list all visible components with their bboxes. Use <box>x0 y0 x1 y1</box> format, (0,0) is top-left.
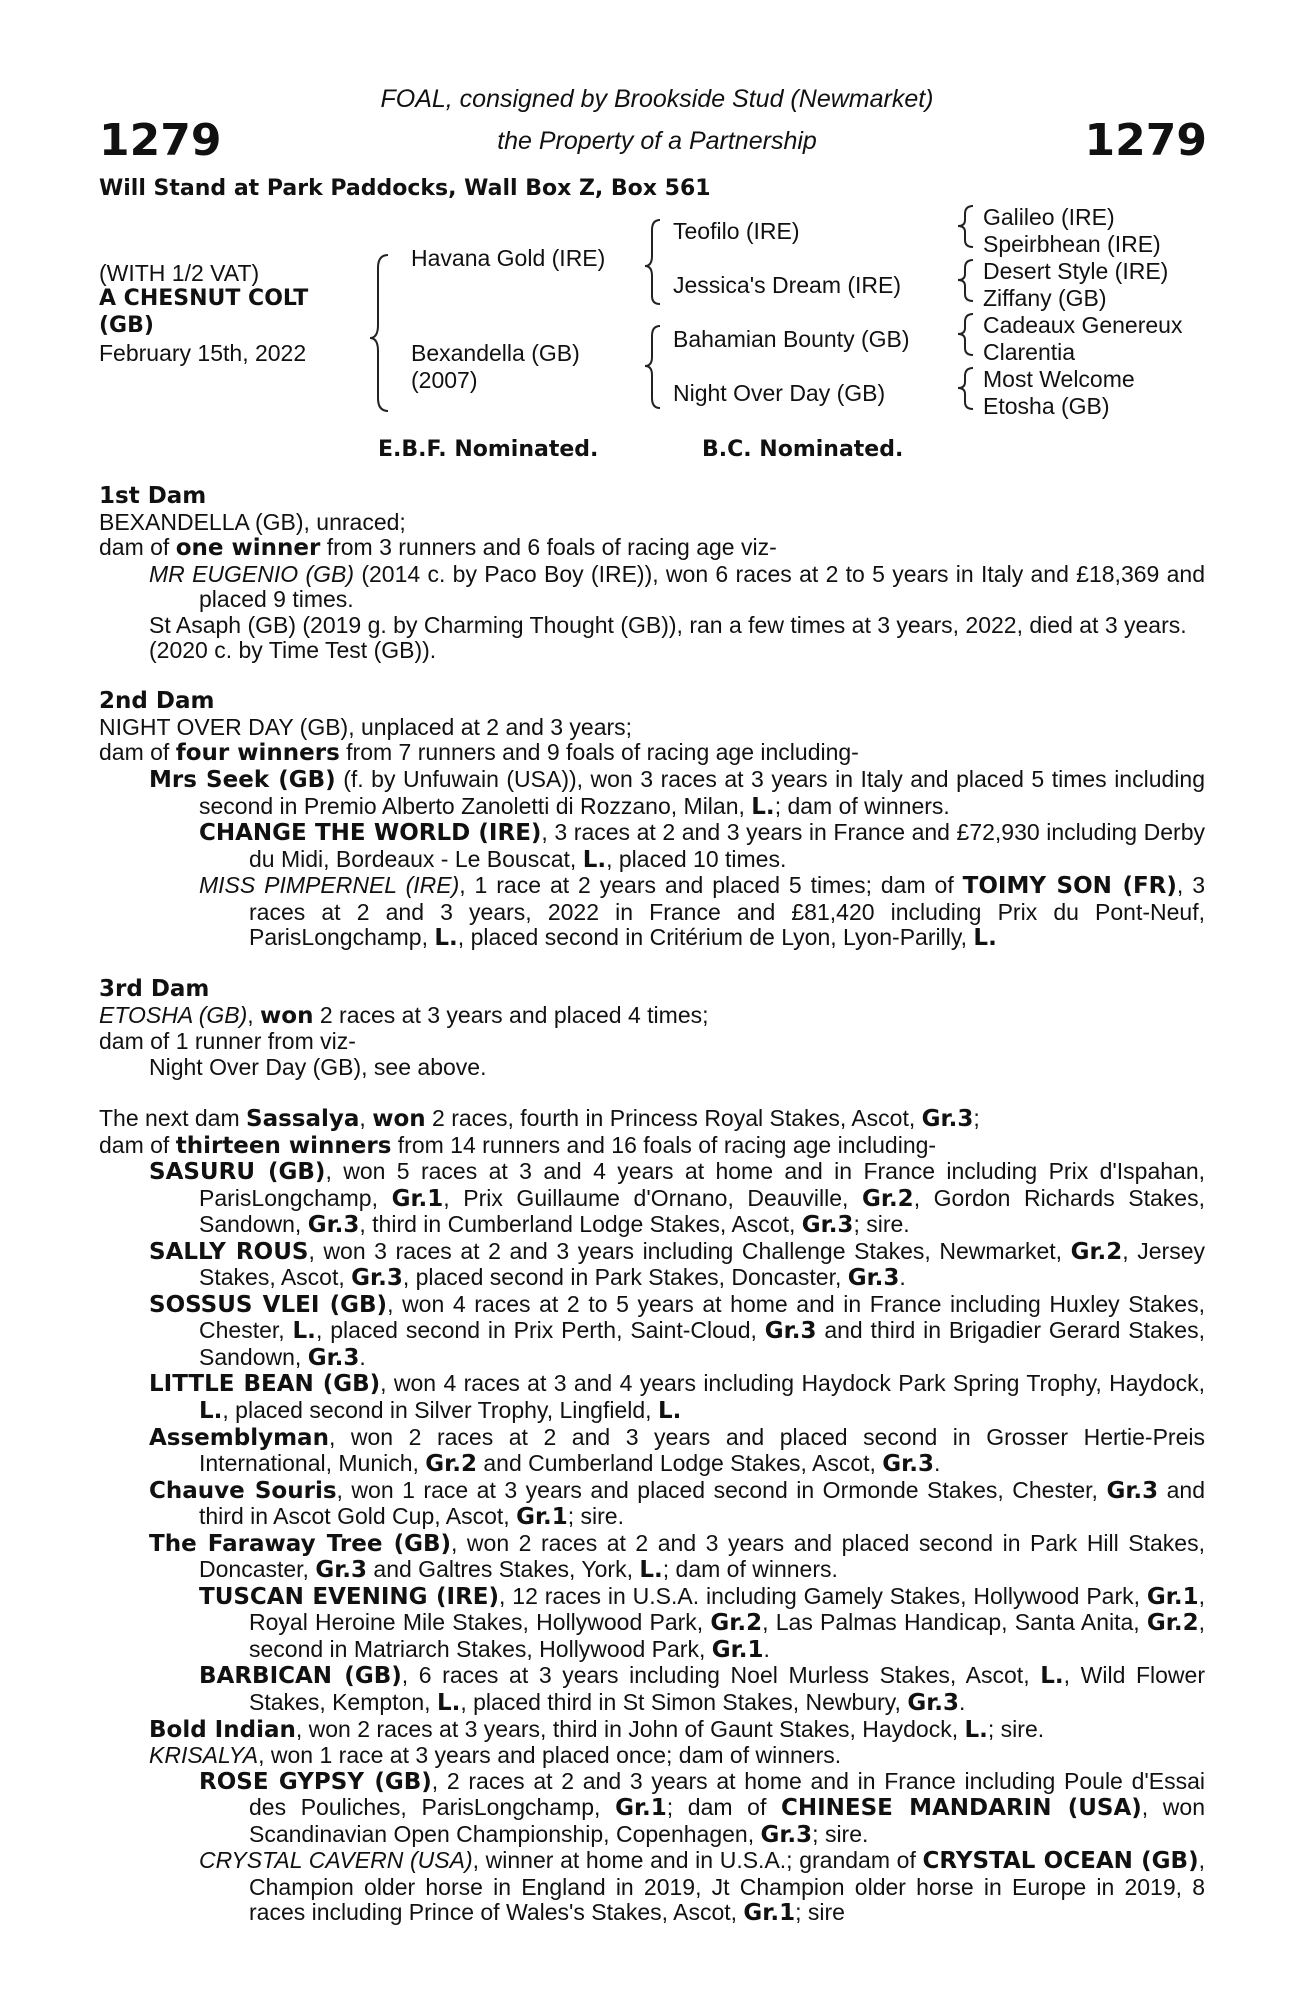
produce-entry: MISS PIMPERNEL (IRE), 1 race at 2 years and placed 5 times; dam of TOIMY SON (FR), 3 races at 2 and 3 years, 2022 in France and £81,420 including Prix du Pont-Neuf, ParisLongchamp, L., placed second in Critérium de Lyon, Lyon-Parilly, L. <box>199 872 1205 952</box>
produce-entry: The Faraway Tree (GB), won 2 races at 2 and 3 years and placed second in Park Hill Stakes, Doncaster, Gr.3 and Galtres Stakes, York, L.; dam of winners. <box>149 1529 1205 1584</box>
lot-number-left: 1279 <box>99 115 222 166</box>
dam: Bexandella (GB) <box>411 340 580 366</box>
next-dam-record: The next dam Sassalya, won 2 races, fourth in Princess Royal Stakes, Ascot, Gr.3; <box>99 1104 980 1132</box>
grand-dam-3: Clarentia <box>983 339 1076 365</box>
grand-dam-2: Ziffany (GB) <box>983 285 1107 311</box>
bc-nomination: B.C. Nominated. <box>702 437 904 462</box>
foaling-date: February 15th, 2022 <box>99 340 307 366</box>
produce-entry: LITTLE BEAN (GB), won 4 races at 3 and 4 years including Haydock Park Spring Trophy, Haydock, L., placed second in Silver Trophy, Lingfield, L. <box>149 1370 1205 1424</box>
ownership-line: the Property of a Partnership <box>497 127 817 155</box>
produce-entry: SASURU (GB), won 5 races at 3 and 4 years at home and in France including Prix d'Ispahan, ParisLongchamp, Gr.1, Prix Guillaume d'Ornano, Deauville, Gr.2, Gordon Richards Stakes, Sandown, Gr.3, third in Cumberland Lodge Stakes, Ascot, Gr.3; sire. <box>149 1158 1205 1239</box>
brace-g1 <box>958 206 973 247</box>
grand-sire-1: Galileo (IRE) <box>983 204 1115 230</box>
second-dam-record: NIGHT OVER DAY (GB), unplaced at 2 and 3 years; <box>99 713 633 740</box>
stand-location: Will Stand at Park Paddocks, Wall Box Z, Box 561 <box>99 176 711 201</box>
second-dam-produce-summary: dam of four winners from 7 runners and 9 foals of racing age including- <box>99 739 859 767</box>
produce-entry: KRISALYA, won 1 race at 3 years and placed once; dam of winners. <box>149 1742 842 1769</box>
third-dam-produce-summary: dam of 1 runner from viz- <box>99 1028 356 1055</box>
ebf-nomination: E.B.F. Nominated. <box>378 437 599 462</box>
lot-number-right: 1279 <box>1084 115 1207 166</box>
produce-entry: Mrs Seek (GB) (f. by Unfuwain (USA)), won 3 races at 3 years in Italy and placed 5 times including second in Premio Alberto Zanoletti di Rozzano, Milan, L.; dam of winners. <box>149 765 1205 820</box>
horse-name: A CHESNUT COLT <box>99 286 309 311</box>
grand-sire-4: Most Welcome <box>983 366 1135 392</box>
sire: Havana Gold (IRE) <box>411 245 606 271</box>
produce-entry: CRYSTAL CAVERN (USA), winner at home and in U.S.A.; grandam of CRYSTAL OCEAN (GB), Champion older horse in England in 2019, Jt Champion older horse in Europe in 2019, 8 races including Prince of Wales's Stakes, Ascot, Gr.1; sire <box>199 1847 1205 1927</box>
dam-year: (2007) <box>411 367 478 393</box>
produce-entry: Assemblyman, won 2 races at 2 and 3 years and placed second in Grosser Hertie-Preis International, Munich, Gr.2 and Cumberland Lodge Stakes, Ascot, Gr.3. <box>149 1423 1205 1478</box>
brace-g3 <box>958 314 973 355</box>
produce-entry: SOSSUS VLEI (GB), won 4 races at 2 to 5 years at home and in France including Huxley Stakes, Chester, L., placed second in Prix Perth, Saint-Cloud, Gr.3 and third in Brigadier Gerard Stakes, Sandown, Gr.3. <box>149 1290 1205 1371</box>
produce-entry: Bold Indian, won 2 races at 3 years, third in John of Gaunt Stakes, Haydock, L.; sire. <box>149 1715 1045 1743</box>
third-dam-heading: 3rd Dam <box>99 976 210 1003</box>
vat-note: (WITH 1/2 VAT) <box>99 260 260 286</box>
produce-entry: (2020 c. by Time Test (GB)). <box>149 637 437 664</box>
produce-entry: ROSE GYPSY (GB), 2 races at 2 and 3 years at home and in France including Poule d'Essai des Pouliches, ParisLongchamp, Gr.1; dam of CHINESE MANDARIN (USA), won Scandinavian Open Championship, Copenhagen, Gr.3; sire. <box>199 1767 1205 1848</box>
next-dam-produce-summary: dam of thirteen winners from 14 runners and 16 foals of racing age including- <box>99 1131 937 1159</box>
produce-entry: SALLY ROUS, won 3 races at 2 and 3 years including Challenge Stakes, Newmarket, Gr.2, Jersey Stakes, Ascot, Gr.3, placed second in Park Stakes, Doncaster, Gr.3. <box>149 1237 1205 1292</box>
brace-dam <box>645 326 660 408</box>
produce-entry: TUSCAN EVENING (IRE), 12 races in U.S.A. including Gamely Stakes, Hollywood Park, Gr.1, Royal Heroine Mile Stakes, Hollywood Park, Gr.2, Las Palmas Handicap, Santa Anita, Gr.2, second in Matriarch Stakes, Hollywood Park, Gr.1. <box>199 1582 1205 1663</box>
horse-origin: (GB) <box>99 313 154 338</box>
dam-sire: Bahamian Bounty (GB) <box>673 326 910 352</box>
pedigree-brackets <box>0 0 1314 420</box>
first-dam-heading: 1st Dam <box>99 483 207 509</box>
brace-sire <box>645 220 660 304</box>
first-dam-produce-summary: dam of one winner from 3 runners and 6 foals of racing age viz- <box>99 534 777 562</box>
grand-sire-3: Cadeaux Genereux <box>983 312 1183 338</box>
produce-entry: MR EUGENIO (GB) (2014 c. by Paco Boy (IRE)), won 6 races at 2 to 5 years in Italy and £18,369 and placed 9 times. <box>149 560 1206 613</box>
produce-entry: Chauve Souris, won 1 race at 3 years and placed second in Ormonde Stakes, Chester, Gr.3 and third in Ascot Gold Cup, Ascot, Gr.1; sire. <box>149 1476 1206 1531</box>
sire-dam: Jessica's Dream (IRE) <box>673 272 902 298</box>
brace-g2 <box>958 260 973 301</box>
second-dam-heading: 2nd Dam <box>99 688 215 715</box>
produce-entry: St Asaph (GB) (2019 g. by Charming Thought (GB)), ran a few times at 3 years, 2022, died at 3 years. <box>149 611 1187 638</box>
grand-dam-1: Speirbhean (IRE) <box>983 231 1161 257</box>
produce-entry: Night Over Day (GB), see above. <box>149 1053 487 1080</box>
consignor-line: FOAL, consigned by Brookside Stud (Newmarket) <box>380 85 934 113</box>
grand-dam-4: Etosha (GB) <box>983 393 1110 419</box>
sire-sire: Teofilo (IRE) <box>673 218 800 244</box>
first-dam-record: BEXANDELLA (GB), unraced; <box>99 508 406 535</box>
catalogue-body <box>99 484 1205 1927</box>
produce-entry: BARBICAN (GB), 6 races at 3 years including Noel Murless Stakes, Ascot, L., Wild Flower Stakes, Kempton, L., placed third in St Simon Stakes, Newbury, Gr.3. <box>199 1662 1205 1717</box>
brace-main <box>370 255 388 411</box>
produce-entry: CHANGE THE WORLD (IRE), 3 races at 2 and 3 years in France and £72,930 including Derby du Midi, Bordeaux - Le Bouscat, L., placed 10 times. <box>199 819 1206 873</box>
dam-dam: Night Over Day (GB) <box>673 380 886 406</box>
brace-g4 <box>958 368 973 409</box>
grand-sire-2: Desert Style (IRE) <box>983 258 1169 284</box>
third-dam-record: ETOSHA (GB), won 2 races at 3 years and placed 4 times; <box>99 1001 709 1029</box>
